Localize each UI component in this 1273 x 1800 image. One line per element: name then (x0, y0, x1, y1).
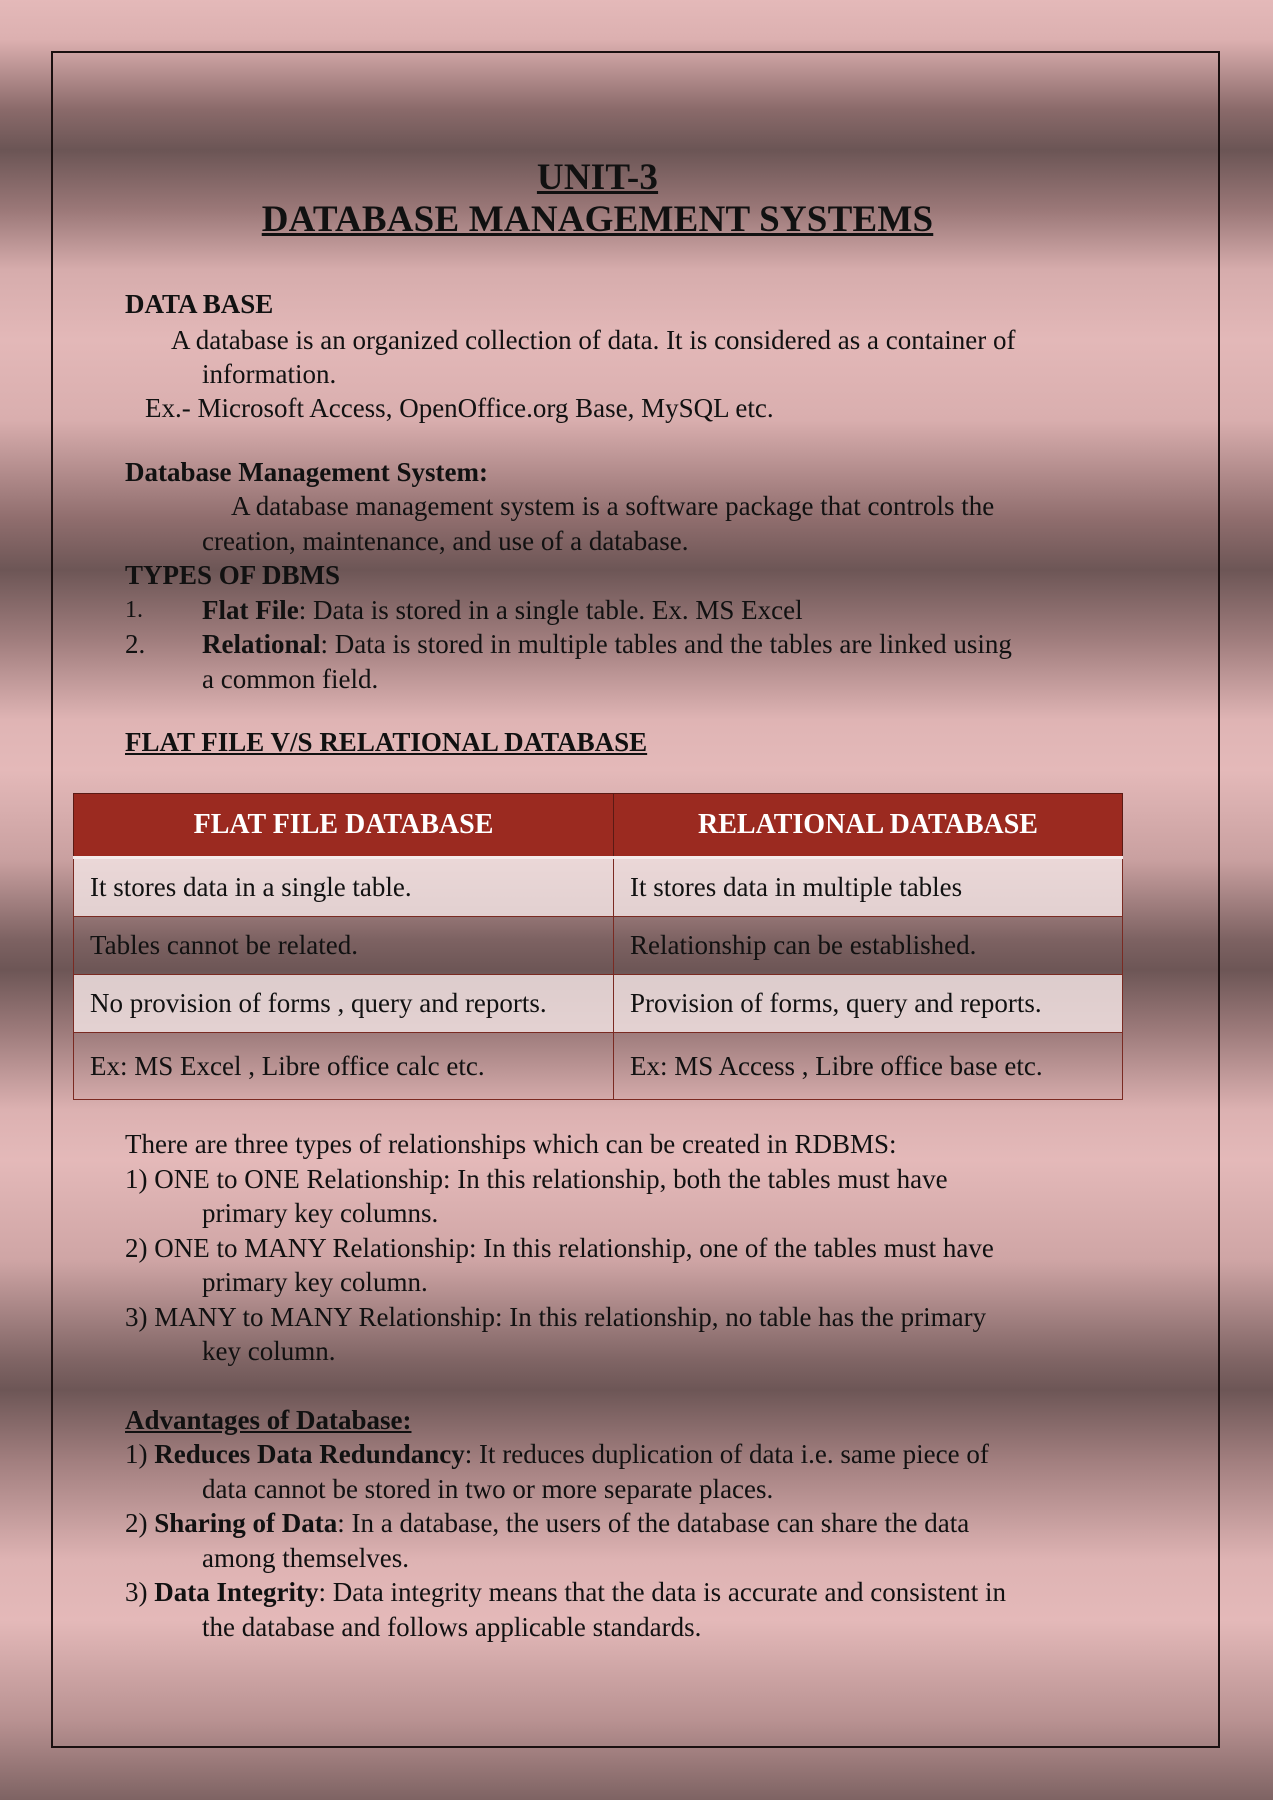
advantage-3-continuation: the database and follows applicable standards. (202, 1612, 702, 1642)
types-item-1-term: Flat File (202, 595, 299, 625)
types-heading: TYPES OF DBMS (125, 560, 341, 590)
dbms-definition-line1: A database management system is a software package that controls the (231, 491, 995, 521)
database-definition-line2: information. (202, 359, 337, 389)
table-row (74, 917, 1123, 975)
types-item-2-text: : Data is stored in multiple tables and the tables are linked using (320, 629, 1012, 659)
table-cell: Ex: MS Access , Libre office base etc. (614, 1033, 1123, 1100)
types-item-2-continuation: a common field. (202, 664, 379, 694)
types-item-1 (202, 593, 803, 627)
table-cell: It stores data in multiple tables (614, 858, 1123, 917)
table-row (74, 975, 1123, 1033)
advantage-3-text: : Data integrity means that the data is accurate and consistent in (318, 1577, 1006, 1607)
table-cell: Tables cannot be related. (74, 917, 614, 975)
unit-title: UNIT-3 (536, 157, 659, 198)
advantage-1-text: : It reduces duplication of data i.e. same piece of (464, 1439, 989, 1469)
relationship-2-line2: primary key column. (202, 1267, 428, 1297)
types-item-2-term: Relational (202, 629, 321, 659)
advantage-1-continuation: data cannot be stored in two or more separate places. (202, 1474, 774, 1504)
types-item-1-text: : Data is stored in a single table. Ex. MS Excel (298, 595, 803, 625)
advantage-2-number: 2) (125, 1508, 148, 1538)
advantage-1-number: 1) (125, 1439, 148, 1469)
relationship-1-line2: primary key columns. (202, 1198, 439, 1228)
advantage-1 (125, 1437, 989, 1471)
table-row (74, 1033, 1123, 1100)
advantage-3-term: Data Integrity (154, 1577, 319, 1607)
advantage-3 (125, 1575, 1006, 1609)
relationships-intro: There are three types of relationships which can be created in RDBMS: (125, 1129, 897, 1159)
dbms-definition-line2: creation, maintenance, and use of a database. (202, 526, 689, 556)
comparison-heading: FLAT FILE V/S RELATIONAL DATABASE (125, 727, 648, 757)
table-header-row (74, 794, 1123, 858)
table-row (74, 858, 1123, 917)
advantage-2-continuation: among themselves. (202, 1543, 409, 1573)
relationship-1-line1: 1) ONE to ONE Relationship: In this relationship, both the tables must have (125, 1164, 948, 1194)
table-cell: Ex: MS Excel , Libre office calc etc. (74, 1033, 614, 1100)
subject-title: DATABASE MANAGEMENT SYSTEMS (261, 199, 934, 240)
database-example: Ex.- Microsoft Access, OpenOffice.org Base, MySQL etc. (145, 393, 774, 423)
types-item-2 (202, 627, 1012, 661)
database-definition-line1: A database is an organized collection of data. It is considered as a container of (171, 325, 1016, 355)
types-item-1-number: 1. (125, 597, 143, 623)
types-item-2-number: 2. (125, 629, 146, 659)
advantage-1-term: Reduces Data Redundancy (154, 1439, 465, 1469)
table-cell: No provision of forms , query and reports. (74, 975, 614, 1033)
advantage-2-text: : In a database, the users of the database can share the data (337, 1508, 970, 1538)
relationship-2-line1: 2) ONE to MANY Relationship: In this relationship, one of the tables must have (125, 1233, 994, 1263)
table-cell: It stores data in a single table. (74, 858, 614, 917)
advantage-3-number: 3) (125, 1577, 148, 1607)
advantages-heading: Advantages of Database: (125, 1405, 412, 1435)
advantage-2 (125, 1506, 969, 1540)
dbms-heading: Database Management System: (125, 457, 488, 487)
advantage-2-term: Sharing of Data (154, 1508, 338, 1538)
table-header-flat-file: FLAT FILE DATABASE (74, 794, 614, 858)
relationship-3-line1: 3) MANY to MANY Relationship: In this relationship, no table has the primary (125, 1302, 987, 1332)
table-cell: Provision of forms, query and reports. (614, 975, 1123, 1033)
database-heading: DATA BASE (125, 289, 274, 319)
relationship-3-line2: key column. (202, 1336, 336, 1366)
table-header-relational: RELATIONAL DATABASE (614, 794, 1123, 858)
comparison-table (73, 793, 1123, 1100)
table-cell: Relationship can be established. (614, 917, 1123, 975)
